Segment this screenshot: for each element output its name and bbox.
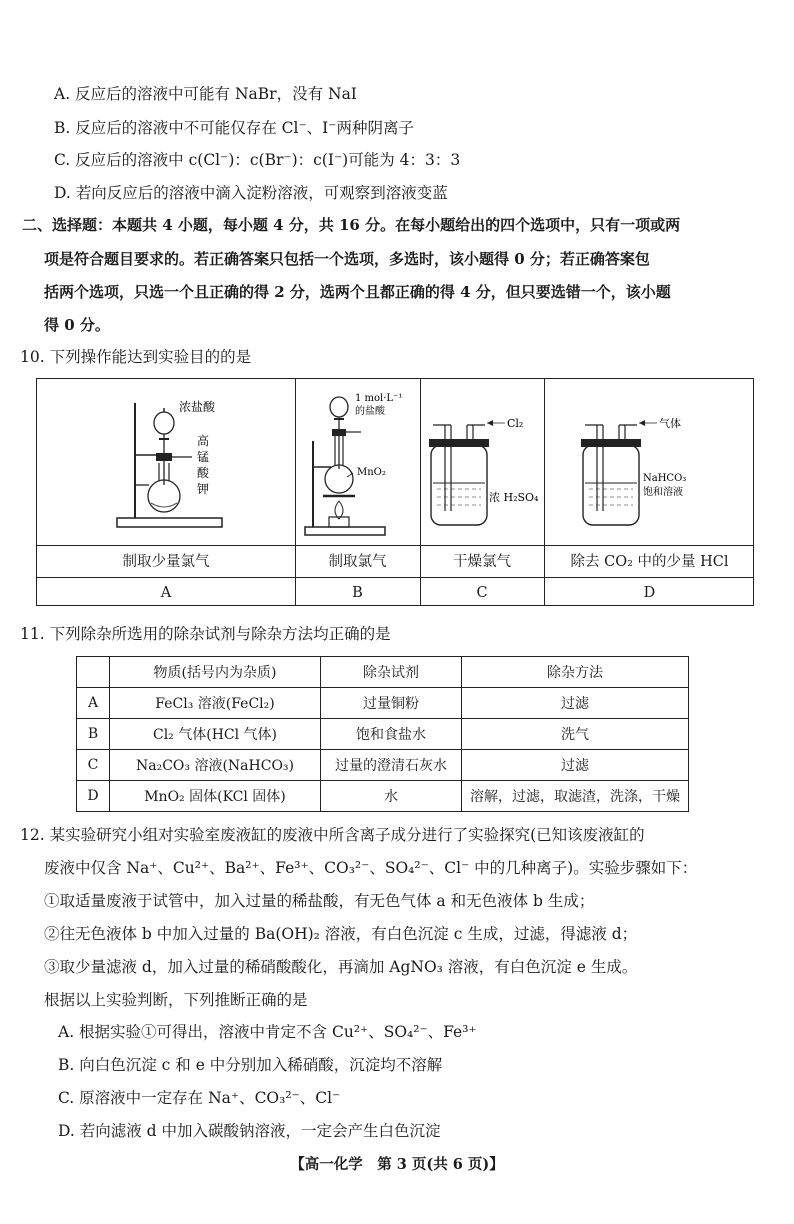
option-label-c: C: [476, 585, 488, 601]
label-c-h2so4: 浓 H₂SO₄: [489, 491, 539, 504]
header-cell: 除杂方法: [462, 657, 689, 688]
apparatus-d-diagram: [577, 415, 737, 535]
apparatus-a-diagram: [107, 393, 287, 533]
cell-method: 溶解，过滤，取滤渣，洗涤，干燥: [462, 781, 689, 812]
q12-option-c: C. 原溶液中一定存在 Na⁺、CO₃²⁻、Cl⁻: [58, 1089, 341, 1107]
q11-stem: 11. 下列除杂所选用的除杂试剂与除杂方法均正确的是: [20, 625, 391, 643]
header-cell: 物质(括号内为杂质): [110, 657, 321, 688]
q9-option-c: C. 反应后的溶液中 c(Cl⁻)：c(Br⁻)：c(I⁻)可能为 4：3：3: [54, 151, 461, 169]
table-row: [77, 781, 689, 812]
q12-option-d: D. 若向滤液 d 中加入碳酸钠溶液，一定会产生白色沉淀: [58, 1122, 441, 1140]
cell-reagent: 过量铜粉: [321, 688, 462, 719]
q9-option-a: A. 反应后的溶液中可能有 NaBr，没有 NaI: [54, 85, 357, 103]
cell-method: 过滤: [462, 688, 689, 719]
table-header-row: [77, 657, 689, 688]
table-row: [77, 750, 689, 781]
label-d-saturated: 饱和溶液: [643, 487, 683, 498]
q12-step-3: ③取少量滤液 d，加入过量的稀硝酸酸化，再滴加 AgNO₃ 溶液，有白色沉淀 e 生成。: [44, 958, 638, 976]
label-d-nahco3: NaHCO₃: [643, 473, 687, 484]
row-label: B: [77, 719, 110, 750]
label-conc-hcl-a: 浓盐酸: [179, 400, 216, 414]
cell-method: 过滤: [462, 750, 689, 781]
cell-substance: FeCl₃ 溶液(FeCl₂): [110, 688, 321, 719]
row-label: D: [77, 781, 110, 812]
label-c-cl2: Cl₂: [507, 417, 524, 430]
apparatus-b-diagram: [299, 389, 419, 539]
row-label: C: [77, 750, 110, 781]
cell-reagent: 饱和食盐水: [321, 719, 462, 750]
page-footer: 【高一化学 第 3 页(共 6 页)】: [290, 1156, 504, 1173]
q12-lead: 根据以上实验判断，下列推断正确的是: [44, 991, 308, 1009]
label-kmno4-1: 高: [197, 434, 210, 448]
cell-method: 洗气: [462, 719, 689, 750]
cell-reagent: 过量的澄清石灰水: [321, 750, 462, 781]
section2-line-2: 项是符合题目要求的。若正确答案只包括一个选项，多选时，该小题得 0 分；若正确答案包: [44, 250, 650, 268]
table-row: [77, 688, 689, 719]
q12-stem-line-1: 12. 某实验研究小组对实验室废液缸的废液中所含离子成分进行了实验探究(已知该废液缸的: [20, 826, 645, 844]
row-label: A: [77, 688, 110, 719]
caption-c: 干燥氯气: [453, 554, 511, 570]
section2-line-1: 二、选择题：本题共 4 小题，每小题 4 分，共 16 分。在每小题给出的四个选项中，只有一项或两: [22, 216, 681, 234]
label-b-concentration: 1 mol·L⁻¹: [355, 393, 403, 404]
q10-stem: 10. 下列操作能达到实验目的的是: [20, 348, 252, 366]
q9-option-b: B. 反应后的溶液中不可能仅存在 Cl⁻、I⁻两种阴离子: [54, 119, 414, 137]
option-label-a: A: [160, 585, 172, 601]
header-cell: [77, 657, 110, 688]
q10-figure-table: [36, 378, 754, 606]
cell-substance: MnO₂ 固体(KCl 固体): [110, 781, 321, 812]
apparatus-c-diagram: [425, 415, 543, 535]
table-row: [77, 719, 689, 750]
cell-substance: Na₂CO₃ 溶液(NaHCO₃): [110, 750, 321, 781]
label-kmno4-2: 锰: [197, 450, 210, 464]
section2-line-3: 括两个选项，只选一个且正确的得 2 分，选两个且都正确的得 4 分，但只要选错一个，该小题: [44, 283, 671, 301]
label-kmno4-3: 酸: [197, 466, 210, 480]
caption-b: 制取氯气: [328, 554, 387, 570]
header-cell: 除杂试剂: [321, 657, 462, 688]
label-d-gas: 气体: [659, 417, 681, 430]
label-b-hcl: 的盐酸: [355, 406, 385, 417]
caption-d: 除去 CO₂ 中的少量 HCl: [570, 554, 729, 570]
q12-step-2: ②往无色液体 b 中加入过量的 Ba(OH)₂ 溶液，有白色沉淀 c 生成，过滤，得滤液 d；: [44, 925, 638, 943]
q12-option-a: A. 根据实验①可得出，溶液中肯定不含 Cu²⁺、SO₄²⁻、Fe³⁺: [58, 1023, 477, 1041]
caption-a: 制取少量氯气: [122, 554, 210, 570]
label-kmno4-4: 钾: [197, 482, 210, 496]
q11-table: [76, 656, 689, 812]
option-label-b: B: [352, 585, 363, 601]
section2-line-4: 得 0 分。: [44, 316, 110, 334]
cell-substance: Cl₂ 气体(HCl 气体): [110, 719, 321, 750]
label-b-mno2: MnO₂: [357, 467, 386, 478]
option-label-d: D: [643, 585, 656, 601]
q9-option-d: D. 若向反应后的溶液中滴入淀粉溶液，可观察到溶液变蓝: [54, 184, 448, 202]
q12-option-b: B. 向白色沉淀 c 和 e 中分别加入稀硝酸，沉淀均不溶解: [58, 1056, 443, 1074]
q12-step-1: ①取适量废液于试管中，加入过量的稀盐酸，有无色气体 a 和无色液体 b 生成；: [44, 892, 595, 910]
q12-stem-line-2: 废液中仅含 Na⁺、Cu²⁺、Ba²⁺、Fe³⁺、CO₃²⁻、SO₄²⁻、Cl⁻ 中的几种离子)。实验步骤如下：: [44, 859, 698, 877]
cell-reagent: 水: [321, 781, 462, 812]
